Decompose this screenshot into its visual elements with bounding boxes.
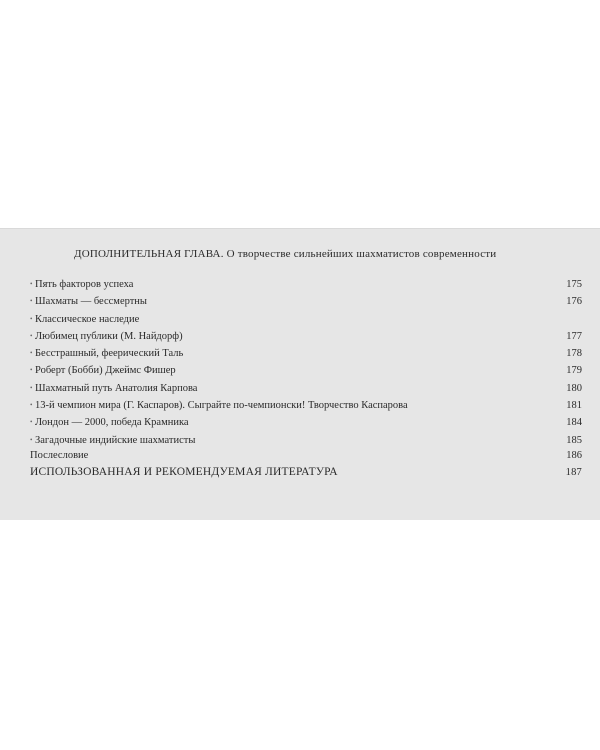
toc-entry-title: Пять факторов успеха bbox=[35, 279, 134, 290]
afterword-page: 186 bbox=[566, 450, 582, 461]
toc-entry-title: Любимец публики (М. Найдорф) bbox=[35, 330, 183, 342]
bullet-icon: • bbox=[30, 383, 33, 392]
toc-entry-title: Бесстрашный, феерический Таль bbox=[35, 348, 184, 360]
bibliography-page: 187 bbox=[565, 467, 582, 478]
bullet-icon: • bbox=[30, 297, 33, 306]
back-matter bbox=[30, 447, 582, 481]
toc-entry bbox=[30, 345, 582, 362]
toc-entry-page: 179 bbox=[566, 365, 582, 377]
toc-entry bbox=[30, 362, 582, 379]
toc-entry-page: 181 bbox=[566, 400, 582, 412]
toc-entry bbox=[30, 311, 582, 328]
toc-entry bbox=[30, 397, 582, 414]
toc-entry-title: Классическое наследие bbox=[35, 313, 140, 325]
bullet-icon: • bbox=[30, 331, 33, 340]
toc-entry-page: 180 bbox=[566, 382, 582, 394]
bullet-icon: • bbox=[30, 280, 33, 288]
toc-entry-title: Загадочные индийские шахматисты bbox=[35, 434, 196, 446]
toc-list bbox=[30, 276, 582, 449]
toc-entry-page: 176 bbox=[566, 296, 582, 308]
toc-entry bbox=[30, 293, 582, 310]
toc-entry-page: 185 bbox=[566, 434, 582, 446]
afterword-entry bbox=[30, 447, 582, 464]
afterword-title: Послесловие bbox=[30, 450, 89, 461]
toc-entry-title: Роберт (Бобби) Джеймс Фишер bbox=[35, 365, 176, 377]
bullet-icon: • bbox=[30, 349, 33, 358]
bullet-icon: • bbox=[30, 435, 33, 444]
bullet-icon: • bbox=[30, 418, 33, 427]
toc-entry-page: 178 bbox=[566, 348, 582, 360]
toc-entry-title: 13-й чемпион мира (Г. Каспаров). Сыграйте по-чемпионски! Творчество Каспарова bbox=[35, 400, 408, 412]
toc-entry bbox=[30, 414, 582, 431]
toc-entry-page: 177 bbox=[566, 330, 582, 342]
toc-entry bbox=[30, 328, 582, 345]
toc-entry-page: 175 bbox=[566, 279, 582, 290]
bibliography-entry bbox=[30, 464, 582, 481]
toc-entry bbox=[30, 380, 582, 397]
toc-entry-title: Шахматы — бессмертны bbox=[35, 296, 147, 308]
toc-entry-title: Лондон — 2000, победа Крамника bbox=[35, 417, 189, 429]
section-heading: ДОПОЛНИТЕЛЬНАЯ ГЛАВА. О творчестве сильнейших шахматистов современности bbox=[74, 248, 497, 260]
toc-entry-title: Шахматный путь Анатолия Карпова bbox=[35, 382, 198, 394]
bibliography-title: ИСПОЛЬЗОВАННАЯ И РЕКОМЕНДУЕМАЯ ЛИТЕРАТУРА bbox=[30, 466, 338, 478]
toc-entry bbox=[30, 276, 582, 293]
toc-entry-page: 184 bbox=[566, 417, 582, 429]
bullet-icon: • bbox=[30, 401, 33, 410]
bullet-icon: • bbox=[30, 366, 33, 375]
bullet-icon: • bbox=[30, 314, 33, 323]
